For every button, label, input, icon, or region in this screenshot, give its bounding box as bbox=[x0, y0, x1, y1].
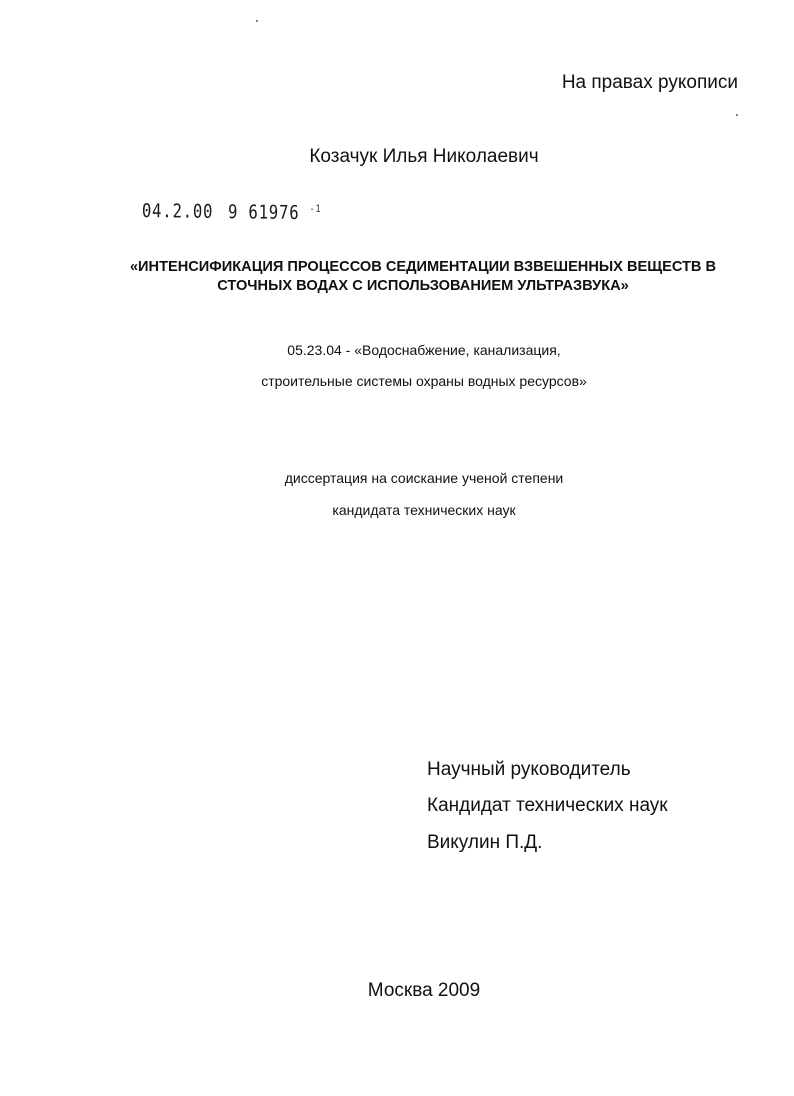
stamp-number: 9 61976 bbox=[227, 201, 300, 225]
manuscript-rights-note: На правах рукописи bbox=[561, 72, 738, 93]
title-line-2: СТОЧНЫХ ВОДАХ С ИСПОЛЬЗОВАНИЕМ УЛЬТРАЗВУКА» bbox=[217, 278, 629, 294]
title-line-1: «ИНТЕНСИФИКАЦИЯ ПРОЦЕССОВ СЕДИМЕНТАЦИИ ВЗВЕШЕННЫХ ВЕЩЕСТВ В bbox=[129, 259, 717, 275]
degree-line-1: диссертация на соискание ученой степени bbox=[284, 470, 564, 486]
supervisor-role: Научный руководитель bbox=[427, 759, 631, 780]
city-year: Москва 2009 bbox=[367, 980, 481, 1001]
degree-line-2: кандидата технических наук bbox=[332, 502, 516, 518]
stamp-date: 04.2.00 bbox=[141, 200, 214, 223]
supervisor-degree: Кандидат технических наук bbox=[427, 795, 668, 816]
registration-stamp bbox=[142, 200, 321, 224]
specialty-line-2: строительные системы охраны водных ресурсов» bbox=[261, 373, 587, 389]
scan-speck bbox=[736, 114, 738, 116]
specialty-line-1: 05.23.04 - «Водоснабжение, канализация, bbox=[287, 342, 561, 358]
scan-speck bbox=[256, 20, 258, 22]
stamp-mark: -1 bbox=[309, 203, 322, 215]
supervisor-name: Викулин П.Д. bbox=[427, 832, 543, 853]
author-name: Козачук Илья Николаевич bbox=[309, 146, 539, 167]
dissertation-title bbox=[100, 258, 746, 296]
